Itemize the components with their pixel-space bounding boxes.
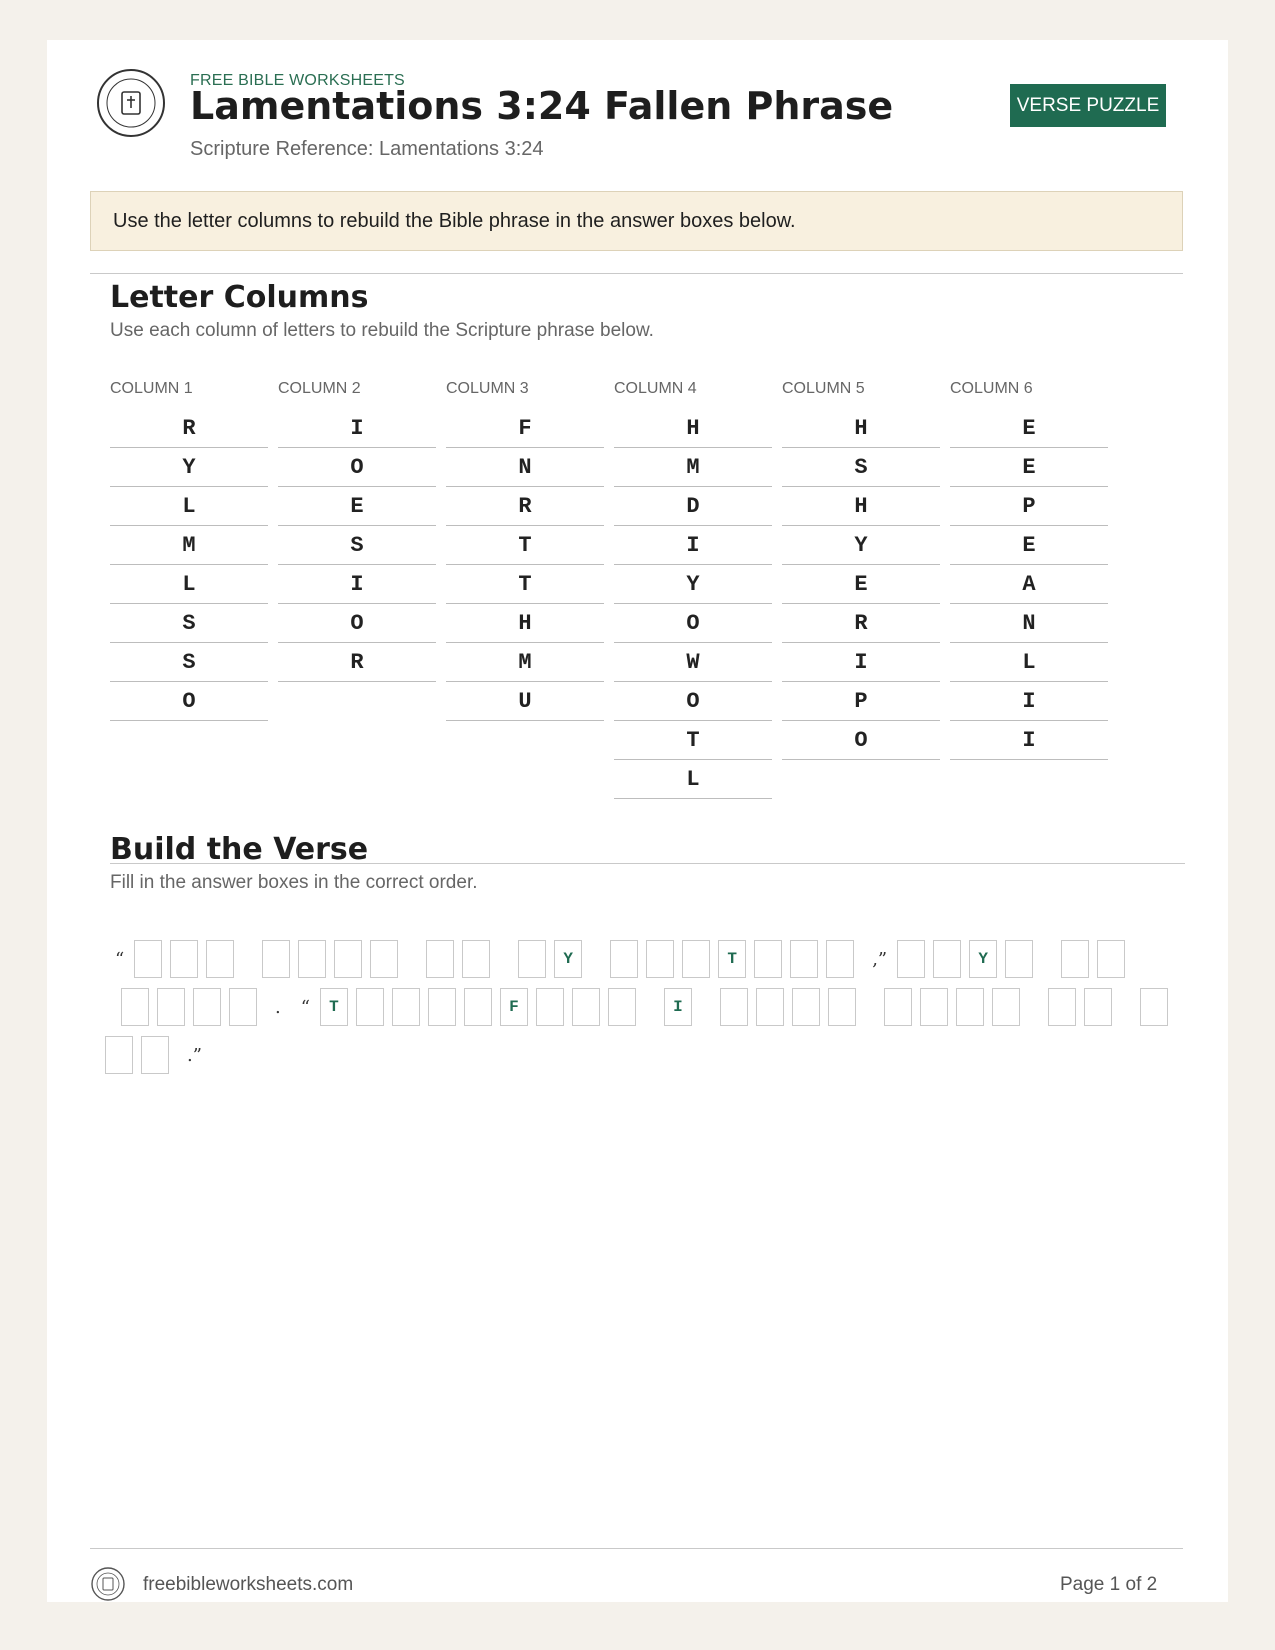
answer-box[interactable]: [720, 988, 748, 1026]
column-letter: I: [950, 682, 1108, 721]
verse-puzzle-badge: VERSE PUZZLE: [1010, 84, 1166, 127]
letter-column-2: [278, 377, 436, 682]
answer-box[interactable]: [170, 940, 198, 978]
column-letter: S: [278, 526, 436, 565]
punctuation-mark: .: [275, 996, 281, 1018]
answer-box[interactable]: [956, 988, 984, 1026]
answer-box[interactable]: [897, 940, 925, 978]
punctuation-mark: “: [115, 948, 125, 970]
answer-box[interactable]: [370, 940, 398, 978]
instructions-banner: [90, 191, 1183, 251]
answer-box[interactable]: [206, 940, 234, 978]
punctuation-mark: .”: [187, 1044, 202, 1066]
letter-column-1: [110, 377, 268, 721]
column-letter: R: [446, 487, 604, 526]
answer-box[interactable]: [1048, 988, 1076, 1026]
answer-box[interactable]: [518, 940, 546, 978]
column-label: COLUMN 2: [278, 380, 361, 397]
answer-box[interactable]: [229, 988, 257, 1026]
letter-column-6: [950, 377, 1108, 760]
column-letter: T: [446, 526, 604, 565]
answer-box[interactable]: [646, 940, 674, 978]
footer-website: freebibleworksheets.com: [143, 1574, 354, 1595]
answer-box[interactable]: [1097, 940, 1125, 978]
answer-box[interactable]: [392, 988, 420, 1026]
column-letter: E: [278, 487, 436, 526]
answer-box-hint[interactable]: Y: [554, 940, 582, 978]
column-letter: E: [782, 565, 940, 604]
column-letter: O: [614, 682, 772, 721]
answer-box[interactable]: [756, 988, 784, 1026]
column-letter: N: [446, 448, 604, 487]
column-letter: O: [278, 604, 436, 643]
column-letter: E: [950, 409, 1108, 448]
column-letter: E: [950, 448, 1108, 487]
answer-box[interactable]: [610, 940, 638, 978]
column-letter: I: [782, 643, 940, 682]
answer-line: [105, 940, 1185, 988]
logo-bible-icon: [96, 68, 166, 138]
answer-box[interactable]: [1084, 988, 1112, 1026]
answer-box[interactable]: [134, 940, 162, 978]
column-letter: N: [950, 604, 1108, 643]
answer-box[interactable]: [356, 988, 384, 1026]
page-title: Lamentations 3:24 Fallen Phrase: [190, 84, 894, 128]
column-letter: R: [278, 643, 436, 682]
column-letter: R: [110, 409, 268, 448]
answer-box[interactable]: [1005, 940, 1033, 978]
punctuation-mark: “: [300, 996, 310, 1018]
column-letter: Y: [782, 526, 940, 565]
answer-box-hint[interactable]: Y: [969, 940, 997, 978]
column-letter: E: [950, 526, 1108, 565]
column-letter: W: [614, 643, 772, 682]
column-label: COLUMN 4: [614, 380, 697, 397]
answer-box[interactable]: [298, 940, 326, 978]
answer-box[interactable]: [157, 988, 185, 1026]
column-letter: U: [446, 682, 604, 721]
column-letter: H: [614, 409, 772, 448]
answer-box[interactable]: [1061, 940, 1089, 978]
build-verse-description: Fill in the answer boxes in the correct order.: [110, 872, 478, 893]
column-letter: I: [614, 526, 772, 565]
column-letter: P: [782, 682, 940, 721]
answer-box[interactable]: [682, 940, 710, 978]
build-verse-heading: Build the Verse: [110, 832, 369, 867]
section-divider: [90, 273, 1183, 274]
worksheet-page: [47, 40, 1228, 1602]
page-number: Page 1 of 2: [1060, 1574, 1158, 1595]
answer-box[interactable]: [826, 940, 854, 978]
answer-box-hint[interactable]: F: [500, 988, 528, 1026]
column-letter: M: [110, 526, 268, 565]
letter-column-3: [446, 377, 604, 721]
answer-box[interactable]: [790, 940, 818, 978]
column-label: COLUMN 3: [446, 380, 529, 397]
column-letter: T: [614, 721, 772, 760]
column-letter: H: [446, 604, 604, 643]
column-letter: L: [614, 760, 772, 799]
column-label: COLUMN 6: [950, 380, 1033, 397]
column-label: COLUMN 5: [782, 380, 865, 397]
answer-line: [105, 1036, 1185, 1084]
column-letter: S: [110, 604, 268, 643]
answer-box[interactable]: [992, 988, 1020, 1026]
answer-box[interactable]: [536, 988, 564, 1026]
column-letter: P: [950, 487, 1108, 526]
answer-box[interactable]: [121, 988, 149, 1026]
answer-box[interactable]: [426, 940, 454, 978]
column-letter: L: [950, 643, 1108, 682]
column-letter: I: [278, 409, 436, 448]
column-letter: T: [446, 565, 604, 604]
instructions-text: Use the letter columns to rebuild the Bible phrase in the answer boxes below.: [113, 209, 796, 232]
column-letter: D: [614, 487, 772, 526]
footer-logo-icon: [90, 1566, 126, 1602]
answer-box-hint[interactable]: I: [664, 988, 692, 1026]
answer-box[interactable]: [608, 988, 636, 1026]
answer-box[interactable]: [193, 988, 221, 1026]
footer-divider: [90, 1548, 1183, 1549]
column-letter: O: [614, 604, 772, 643]
answer-box[interactable]: [464, 988, 492, 1026]
column-letter: S: [782, 448, 940, 487]
answer-line: [105, 988, 1185, 1036]
column-letter: O: [782, 721, 940, 760]
answer-box[interactable]: [572, 988, 600, 1026]
answer-box[interactable]: [462, 940, 490, 978]
letter-column-4: [614, 377, 772, 799]
answer-box[interactable]: [1140, 988, 1168, 1026]
column-letter: I: [950, 721, 1108, 760]
answer-box[interactable]: [334, 940, 362, 978]
column-letter: F: [446, 409, 604, 448]
answer-box[interactable]: [105, 1036, 133, 1074]
answer-box-hint[interactable]: T: [718, 940, 746, 978]
column-letter: H: [782, 487, 940, 526]
column-letter: M: [614, 448, 772, 487]
answer-grid: [105, 940, 1185, 1084]
answer-box[interactable]: [828, 988, 856, 1026]
column-letter: R: [782, 604, 940, 643]
column-letter: H: [782, 409, 940, 448]
column-letter: Y: [110, 448, 268, 487]
column-label: COLUMN 1: [110, 380, 193, 397]
column-letter: Y: [614, 565, 772, 604]
column-letter: A: [950, 565, 1108, 604]
letter-columns-heading: Letter Columns: [110, 280, 369, 315]
scripture-reference: Scripture Reference: Lamentations 3:24: [190, 138, 544, 160]
answer-box[interactable]: [933, 940, 961, 978]
column-letter: M: [446, 643, 604, 682]
answer-box[interactable]: [884, 988, 912, 1026]
answer-box[interactable]: [428, 988, 456, 1026]
letter-columns-description: Use each column of letters to rebuild the Scripture phrase below.: [110, 320, 654, 341]
column-letter: I: [278, 565, 436, 604]
answer-box[interactable]: [141, 1036, 169, 1074]
punctuation-mark: ,”: [872, 948, 888, 970]
answer-box[interactable]: [262, 940, 290, 978]
letter-column-5: [782, 377, 940, 760]
column-letter: L: [110, 487, 268, 526]
answer-box[interactable]: [792, 988, 820, 1026]
column-letter: O: [278, 448, 436, 487]
answer-box[interactable]: [754, 940, 782, 978]
answer-box[interactable]: [920, 988, 948, 1026]
answer-box-hint[interactable]: T: [320, 988, 348, 1026]
column-letter: O: [110, 682, 268, 721]
brand-label: FREE BIBLE WORKSHEETS: [190, 72, 405, 89]
column-letter: L: [110, 565, 268, 604]
column-letter: S: [110, 643, 268, 682]
